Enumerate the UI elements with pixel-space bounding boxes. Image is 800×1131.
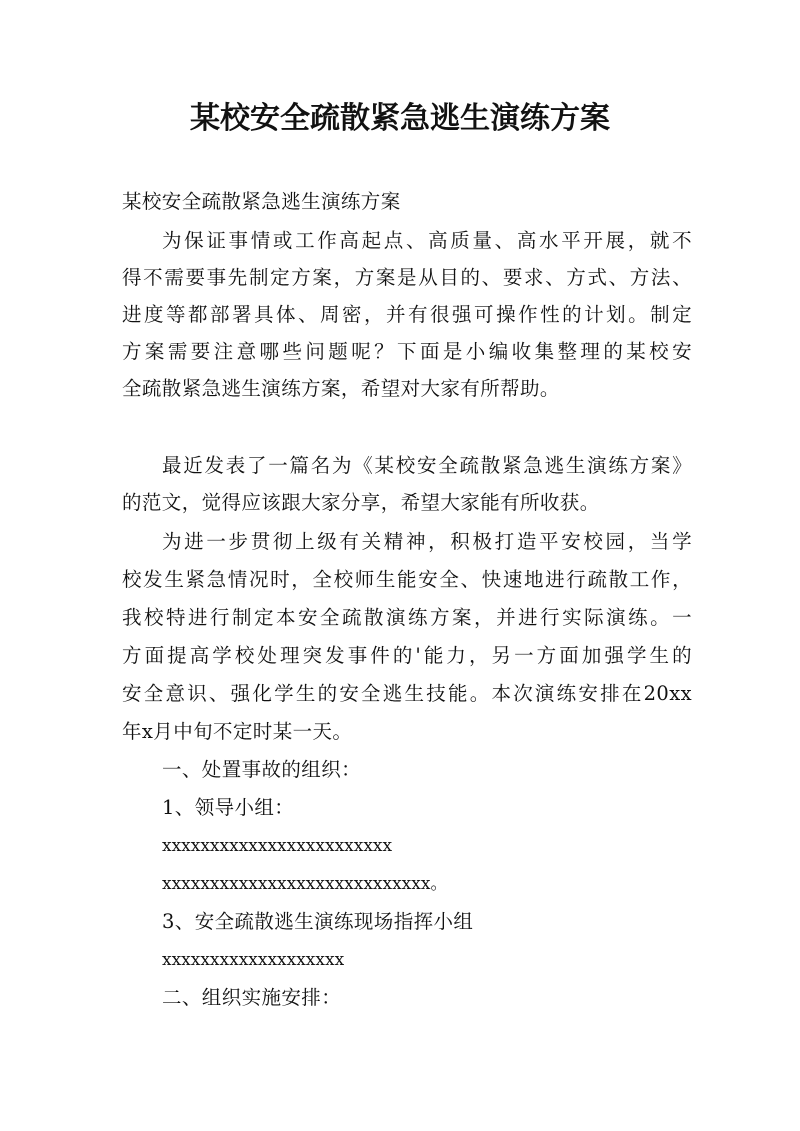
command-group-members: xxxxxxxxxxxxxxxxxxx [162,950,345,970]
section-heading-1: 一、处置事故的组织： [162,758,362,781]
intro-line-5: 全疏散紧急逃生演练方案，希望对大家有所帮助。 [122,377,560,400]
section-heading-2: 二、组织实施安排： [162,986,342,1009]
purpose-line-5: 安全意识、强化学生的安全逃生技能。本次演练安排在20xx [122,682,692,705]
intro-line-4: 方案需要注意哪些问题呢？下面是小编收集整理的某校安 [122,340,692,363]
purpose-line-2: 校发生紧急情况时，全校师生能安全、快速地进行疏散工作， [122,568,692,591]
leadership-group-label: 1、领导小组： [162,796,295,819]
purpose-line-3: 我校特进行制定本安全疏散演练方案，并进行实际演练。一 [122,606,692,629]
recent-line-2: 的范文，觉得应该跟大家分享，希望大家能有所收获。 [122,491,600,514]
command-group-label: 3、安全疏散逃生演练现场指挥小组 [162,910,474,933]
document-title: 某校安全疏散紧急逃生演练方案 [190,101,610,136]
intro-line-2: 得不需要事先制定方案，方案是从目的、要求、方式、方法、 [122,266,692,289]
leadership-members-line-2: xxxxxxxxxxxxxxxxxxxxxxxxxxxx。 [162,874,448,894]
intro-line-1: 为保证事情或工作高起点、高质量、高水平开展，就不 [162,229,692,252]
purpose-line-6: 年x月中旬不定时某一天。 [122,720,353,743]
document-subtitle: 某校安全疏散紧急逃生演练方案 [122,190,401,213]
purpose-line-1: 为进一步贯彻上级有关精神，积极打造平安校园，当学 [162,530,692,553]
leadership-members-line-1: xxxxxxxxxxxxxxxxxxxxxxxx [162,836,393,856]
intro-line-3: 进度等都部署具体、周密，并有很强可操作性的计划。制定 [122,303,692,326]
purpose-line-4: 方面提高学校处理突发事件的'能力，另一方面加强学生的 [122,644,692,667]
recent-line-1: 最近发表了一篇名为《某校安全疏散紧急逃生演练方案》 [162,454,692,477]
